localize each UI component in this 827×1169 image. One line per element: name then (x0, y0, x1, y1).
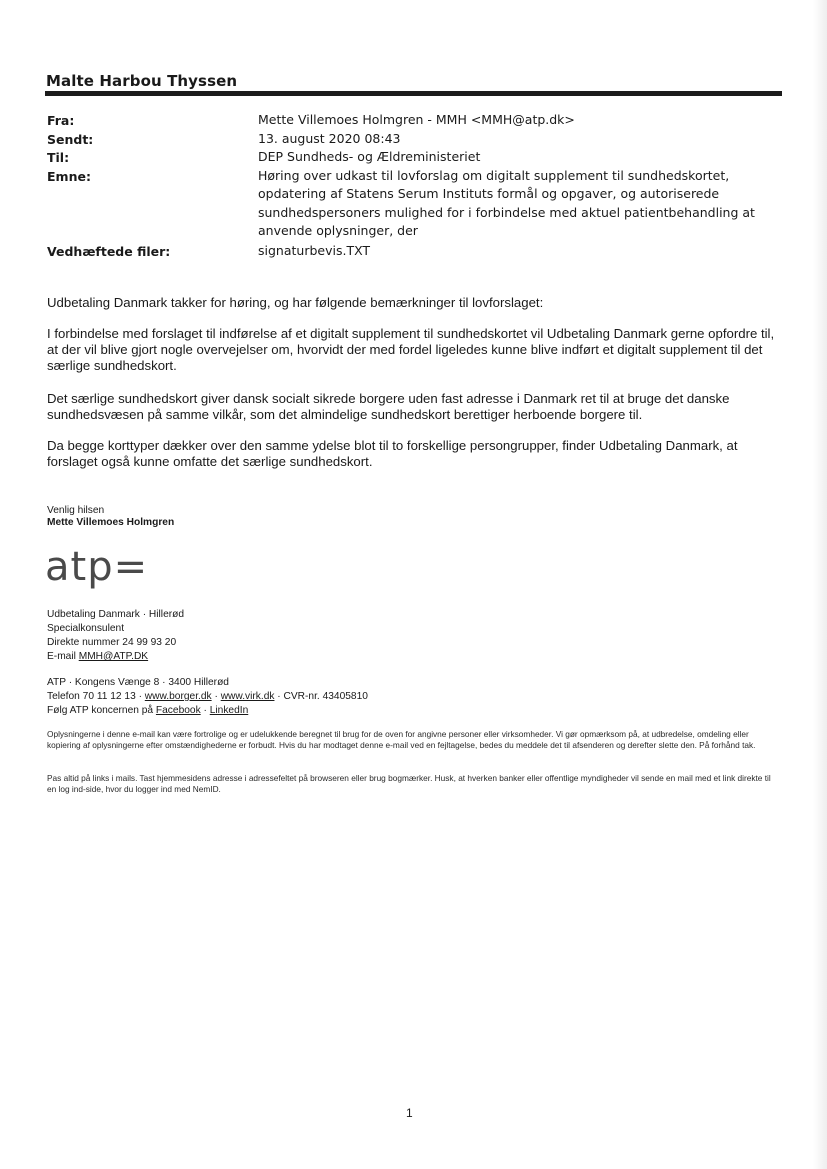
page-edge-shadow (813, 0, 827, 1169)
signature-organization: Udbetaling Danmark · Hillerød (47, 609, 185, 620)
sent-label: Sendt: (47, 132, 94, 147)
to-label: Til: (47, 150, 70, 165)
body-paragraph: Det særlige sundhedskort giver dansk socialt sikrede borgere uden fast adresse i Danmark ret til at bruge det danske sundhedsvæsen på samme vilkår, som det almindelige sundhedskort berettiger herboende borgere til. (47, 391, 730, 422)
cvr-number: · CVR-nr. 43405810 (274, 691, 368, 702)
signature-social-line (47, 704, 248, 717)
email-prefix: E-mail (47, 651, 79, 662)
to-value: DEP Sundheds- og Ældreministeriet (258, 149, 481, 164)
signature-phone: Direkte nummer 24 99 93 20 (47, 637, 177, 648)
phone-prefix: Telefon 70 11 12 13 · (47, 691, 145, 702)
email-link[interactable]: MMH@ATP.DK (78, 651, 149, 662)
body-paragraph: I forbindelse med forslaget til indførelse af et digitalt supplement til sundhedskortet vil Udbetaling Danmark gerne opfordre til, at der vil blive gjort nogle overvejelser om, hvorvidt der med fordel ligeledes kunne blive indført et digitalt supplement til det særlige sundhedskort. (47, 326, 775, 373)
attachments-label: Vedhæftede filer: (47, 244, 171, 259)
signature-greeting: Venlig hilsen (47, 505, 105, 516)
header-rule (45, 91, 782, 96)
atp-logo: atp= (45, 544, 149, 590)
signature-title: Specialkonsulent (47, 623, 125, 634)
facebook-link[interactable]: Facebook (155, 705, 201, 716)
signature-address: ATP · Kongens Vænge 8 · 3400 Hillerød (47, 677, 229, 688)
mailbox-owner-name: Malte Harbou Thyssen (46, 72, 238, 90)
security-disclaimer: Pas altid på links i mails. Tast hjemmesidens adresse i adressefeltet på browseren eller brug bogmærker. Husk, at hverken banker eller offentlige myndigheder vil sende en mail med et link direkte til en log ind-side, hvor du logger ind med NemID. (47, 773, 771, 794)
virk-link[interactable]: www.virk.dk (220, 691, 275, 702)
separator: · (200, 705, 210, 716)
signature-email-line (47, 650, 148, 663)
page-number: 1 (406, 1106, 413, 1120)
sent-value: 13. august 2020 08:43 (258, 131, 401, 146)
separator: · (211, 691, 221, 702)
subject-label: Emne: (47, 169, 91, 184)
borger-link[interactable]: www.borger.dk (144, 691, 212, 702)
signature-contact-line (47, 690, 368, 703)
from-value: Mette Villemoes Holmgren - MMH <MMH@atp.dk> (258, 112, 575, 127)
body-paragraph: Udbetaling Danmark takker for høring, og har følgende bemærkninger til lovforslaget: (47, 295, 544, 310)
linkedin-link[interactable]: LinkedIn (209, 705, 249, 716)
from-label: Fra: (47, 113, 75, 128)
confidentiality-disclaimer: Oplysningerne i denne e-mail kan være fortrolige og er udelukkende beregnet til brug for de oven for angivne personer eller virksomheder. Vi gør opmærksom på, at udbredelse, omdeling eller kopiering af oplysningerne efter omstændighederne er forbudt. Hvis du har modtaget denne e-mail ved en fejltagelse, bedes du meddele det til afsenderen og derefter slette den. På forhånd tak. (47, 729, 756, 750)
attachment-file[interactable]: signaturbevis.TXT (258, 243, 371, 258)
signature-name: Mette Villemoes Holmgren (47, 517, 175, 528)
follow-prefix: Følg ATP koncernen på (47, 705, 156, 716)
body-paragraph: Da begge korttyper dækker over den samme ydelse blot til to forskellige persongrupper, finder Udbetaling Danmark, at forslaget også kunne omfatte det særlige sundhedskort. (47, 438, 738, 469)
subject-value: Høring over udkast til lovforslag om digitalt supplement til sundhedskortet, opdatering af Statens Serum Instituts formål og opgaver, og autoriserede sundhedspersoners mulighed for i forbindelse med aktuel patientbehandling at anvende oplysninger, der (258, 168, 755, 239)
